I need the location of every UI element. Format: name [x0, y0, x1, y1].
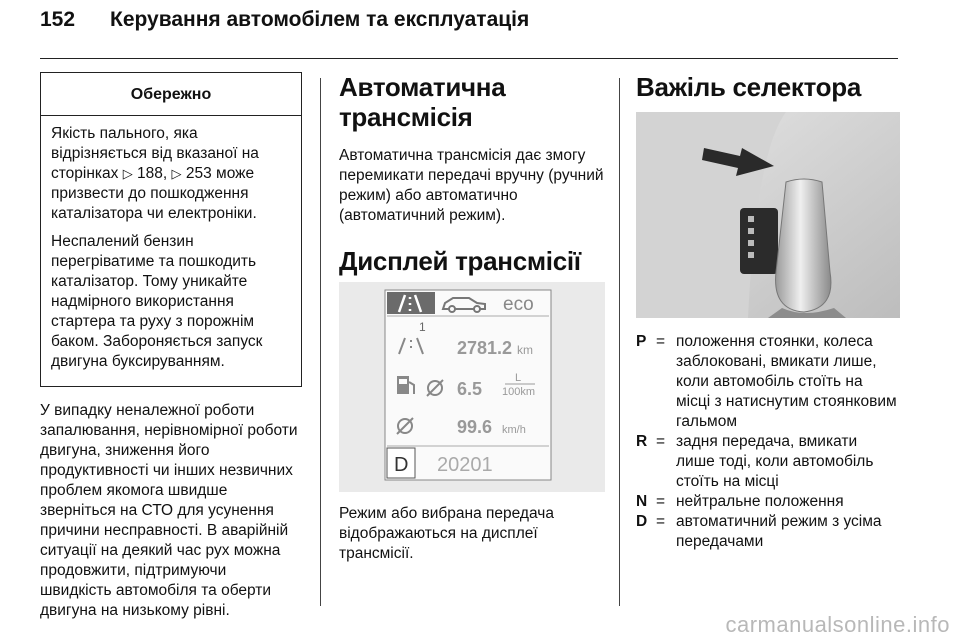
warning-body: [41, 116, 301, 386]
column-divider-2: [619, 78, 620, 606]
automatic-transmission-heading: Автоматична трансмісія: [339, 72, 506, 132]
header-rule: [40, 58, 898, 59]
fuel-unit-top: L: [515, 372, 522, 384]
display-caption: Режим або вибрана передача відображаються на дисплеї трансмісії.: [339, 505, 554, 562]
transmission-intro: Автоматична трансмісія дає змогу перемикати передачі вручну (ручний режим) або автоматично (автоматичний режим).: [339, 147, 604, 224]
page-ref-arrow-icon: ▷: [171, 166, 182, 181]
equals-sign: =: [656, 433, 666, 450]
odometer-unit: km: [517, 343, 533, 357]
position-key: R: [636, 433, 648, 450]
list-item: [636, 432, 900, 492]
transmission-display-illustration: [339, 282, 605, 492]
list-item: [636, 332, 900, 432]
page-number: 152: [40, 8, 76, 31]
selector-lever-photo: [636, 112, 900, 318]
right-column: [636, 72, 900, 552]
page-ref-2[interactable]: 253: [185, 165, 212, 182]
page-ref-arrow-icon: ▷: [122, 166, 133, 181]
equals-sign: =: [656, 333, 666, 350]
transmission-display-heading: Дисплей трансмісії: [339, 246, 581, 276]
selector-positions-list: [636, 332, 900, 552]
display-code: 20201: [437, 454, 493, 476]
middle-column: [339, 72, 605, 564]
column-divider-1: [320, 78, 321, 606]
warning-text-b: може призвести до пошкодження каталізатора чи електроніки.: [51, 165, 257, 222]
gear-number: 1: [419, 320, 426, 334]
list-item: [636, 512, 900, 552]
fuel-unit-bottom: 100km: [502, 386, 536, 398]
speed-unit: km/h: [502, 424, 526, 436]
gear-knob: [776, 179, 831, 312]
fuel-consumption-value: 6.5: [457, 379, 483, 399]
left-paragraph: У випадку неналежної роботи запалювання, нерівномірної роботи двигуна, зниження його продуктивності чи інших незвичних проблем якомога швидше зверніться на СТО для усунення причини несправності. В аварійній ситуації на деякий час рух можна продовжити, підтримуючи швидкість автомобіля та оберти двигуна на низькому рівні.: [40, 402, 298, 619]
warning-paragraph-1: Якість пального, яка відрізняється від вказаної на сторінках ▷ 188, ▷ 253 може призвести до пошкодження каталізатора чи електроніки.: [51, 125, 259, 222]
gear-mode-indicator: D: [394, 454, 409, 476]
warning-title: Обережно: [41, 73, 301, 116]
gate-slot: [740, 208, 778, 274]
position-description: задня передача, вмикати лише тоді, коли автомобіль стоїть на місці: [676, 433, 874, 490]
average-speed-value: 99.6: [457, 417, 493, 437]
page-ref-1[interactable]: 188: [137, 165, 163, 182]
odometer-value: 2781.2: [457, 338, 513, 358]
position-description: нейтральне положення: [676, 493, 844, 510]
page-header: [40, 8, 529, 32]
position-description: автоматичний режим з усіма передачами: [676, 513, 882, 550]
warning-text-a: Якість пального, яка відрізняється від вказаної на сторінках: [51, 125, 259, 182]
equals-sign: =: [656, 493, 666, 510]
eco-label: eco: [503, 294, 534, 315]
position-key: P: [636, 333, 647, 350]
position-description: положення стоянки, колеса заблоковані, вмикати лише, коли автомобіль стоїть на місці з натиснутим стоянковим гальмом: [676, 333, 897, 430]
position-key: N: [636, 493, 648, 510]
equals-sign: =: [656, 513, 666, 530]
page-header-title: Керування автомобілем та експлуатація: [110, 8, 530, 31]
warning-box: [40, 72, 302, 387]
left-column: [40, 72, 302, 621]
selector-lever-heading: Важіль селектора: [636, 72, 861, 102]
warning-paragraph-2: Неспалений бензин перегріватиме та пошкодить каталізатор. Тому уникайте надмірного використання стартера та руху з порожнім баком. Забороняється запуск двигуна буксируванням.: [51, 233, 263, 370]
watermark: carmanualsonline.info: [725, 612, 950, 637]
list-item: [636, 492, 900, 512]
position-key: D: [636, 513, 648, 530]
